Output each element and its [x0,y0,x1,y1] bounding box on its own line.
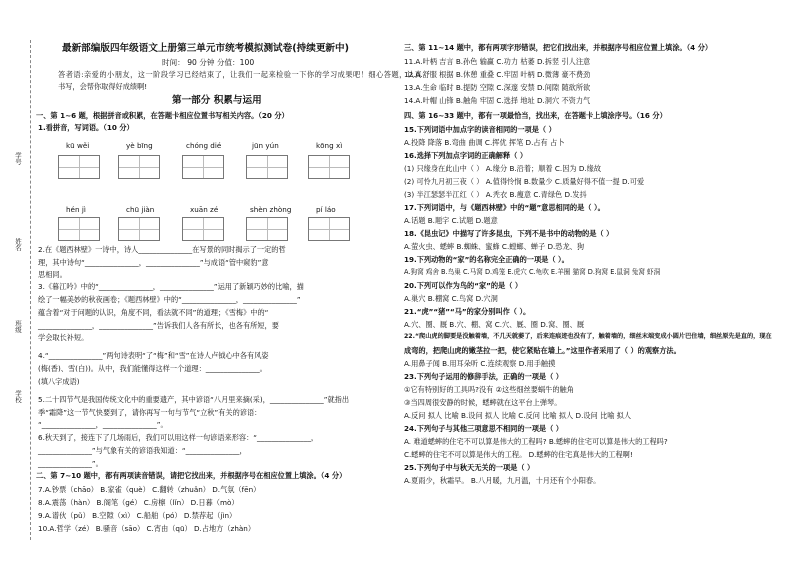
q2-item-9: 9.A.谱伙（pǔ） B.空隙（xì） C.船舶（pó） D.禁荐起（jìn） [38,511,237,520]
exam-meta: 时间： 90 分钟 分值：100 [162,58,255,67]
q4-line-27: 25.下列句子中与秋天无关的一项是（ ） [404,463,535,472]
left-line-7: _______________，_______________”告诉我们人各有所长，也各有所短，要 [38,321,279,330]
side-label-class: 班级 [14,320,22,333]
q4-line-25: A. 难道蟋蟀的住宅不可以算是伟大的工程吗? B.蟋蟀的住宅可以算是伟大的工程吗? [404,437,668,446]
left-line-11: (填八字成语) [38,377,80,386]
side-label-school: 学校 [14,390,22,403]
q3-item-11: 11.A.叶柄 吉言 B.孙色 输赢 C.功力 枯萎 D.拆竖 引人注意 [404,57,591,66]
q4-line-21: ①它有特别好的工具吗?没有 ②这些细丝要蜗牛的触角 [404,385,574,394]
left-line-16: _______________”与气象有关的谚语我知道：“_______________， [38,446,247,455]
q4-line-23: A.反问 拟人 比喻 B.设问 拟人 比喻 C.反问 比喻 拟人 D.设问 比喻 拟人 [404,411,632,420]
left-line-1: 2.在《题西林壁》一诗中，诗人_______________在写景的同时揭示了一定的哲 [38,245,286,254]
q4-line-16: A.穴、圈、厩 B.穴、棚、窝 C.穴、厩、圈 D.窝、圈、厩 [404,320,585,329]
binding-line [30,40,31,540]
side-label-name: 姓名 [14,238,22,251]
writing-box[interactable] [58,217,100,241]
pinyin-8: xuān zé [190,205,219,214]
q4-line-18: 成弯的，把爬山虎的嫩茎拉一把，使它紧贴在墙上。”这里作者采用了（ ）的观察方法。 [404,346,681,355]
pinyin-6: hén jì [66,205,86,214]
left-line-4: 3.《暮江吟》中的“_______________，_______________”运用了新颖巧妙的比喻，描 [38,282,304,291]
q4-line-14: A.巢穴 B.棚窝 C.鸟窝 D.穴洞 [404,294,498,303]
q4-line-26: C.蟋蟀的住宅不可以算是伟大的工程。 D.蟋蟀的住宅真是伟大的工程啊! [404,450,633,459]
q4-line-7: 17.下列词语中，与《题西林壁》中的“题”意思相同的是（ ）。 [404,203,605,212]
greeting-line-1: 答者语:亲爱的小朋友，这一阶段学习已经结束了，让我们一起来检验一下你的学习成果吧！细心答题，认真 [58,70,423,79]
left-line-3: 思相同。 [38,270,67,279]
writing-box[interactable] [182,217,224,241]
q2-heading: 二、第 7~10 题中，都有两项读音错误，请把它找出来，并根据序号在相应位置上填涂。（4 分） [36,471,347,480]
q4-line-10: A.萤火虫、蟋蟀 B.蜘蛛、蜜蜂 C.螳螂、蝉子 D.恐龙、狗 [404,242,585,251]
q4-line-12: A.狗窝 鸡舍 B.鸟巢 C.马窝 D.鸡笼 E.虎穴 C.龟吹 E.羊圈 猫窝 D.狗窝 E.鼠洞 兔窝 虾洞 [404,268,661,276]
q4-line-13: 20.下列可以作为鸟的“家”的是（ ） [404,281,523,290]
exam-title: 最新部编版四年级语文上册第三单元市统考模拟测试卷(持续更新中) [62,43,349,54]
q1-sub: 1.看拼音，写词语。（10 分） [38,123,134,132]
left-line-5: 绘了一幅美妙的秋夜画卷；《题西林壁》中的“_______________，_______________” [38,295,301,304]
q4-line-24: 24.下列句子与其他三项意思不相同的一项是（ ） [404,424,563,433]
q4-line-19: A.用鼻子闻 B.用耳朵听 C.连续观察 D.用手触摸 [404,359,556,368]
q4-heading: 四、第 16~33 题中，都有一项最恰当，找出来，在答题卡上填涂序号。（16 分） [404,111,667,120]
left-line-12: 5.二十四节气是我国传统文化中的重要遗产，其中谚语“八月里来摘(采)，_______________”就指出 [38,395,350,404]
q3-item-14: 14.A.叶帽 山锋 B.触角 牢固 C.选择 地址 D.洞穴 不资力气 [404,96,591,105]
pinyin-10: pí láo [316,205,336,214]
pinyin-7: chū jiàn [126,205,155,214]
pinyin-3: chóng dié [186,141,222,150]
left-line-6: 蕴含着“对于问题的认识，角度不同，看法就不同”的道理；《雪梅》中的“ [38,308,269,317]
pinyin-5: kōng xì [316,141,343,150]
q4-line-1: 15.下列词语中加点字的读音相同的一项是（ ） [404,125,556,134]
writing-box[interactable] [246,217,288,241]
side-label-student-id: 学号 [14,152,22,165]
q4-line-4: (1) 只缘身在此山中（ ） A.缘分 B.沿着；顺着 C.因为 D.缘故 [404,164,602,173]
pinyin-1: kū wěi [66,141,90,150]
q2-item-8: 8.A.震荡（hàn） B.阁笔（gé） C.房檩（lǐn） D.日暮（mò） [38,498,239,507]
left-line-8: 学会取长补短。 [38,333,89,342]
left-line-2: 理，其中诗句“_______________，_______________”与成语“管中窥豹”意 [38,258,269,267]
q4-line-3: 16.选择下列加点字词的正确解释（ ） [404,151,528,160]
q4-line-20: 23.下列句子运用的修辞手法，正确的一项是（ ） [404,372,563,381]
left-line-13: 季“霜降”这一节气快要到了，请你再写一句与节气“立秋”有关的谚语： [38,408,262,417]
writing-box[interactable] [58,155,100,179]
q1-heading: 一、第 1~6 题，根据拼音或积累，在答题卡相应位置书写相关内容。（20 分） [36,111,289,120]
q4-line-8: A.话题 B.题字 C.试题 D.题意 [404,216,498,225]
q4-line-6: (3) 半江瑟瑟半江红（ ） A.秃衣 B.瘦意 C.青绿色 D.发抖 [404,190,587,199]
left-line-15: 6.秋天到了，接连下了几场雨后，我们可以用这样一句谚语来形容：“_______________， [38,433,319,442]
pinyin-4: jūn yún [252,141,279,150]
pinyin-2: yè bīng [126,141,153,150]
writing-box[interactable] [246,155,288,179]
writing-box[interactable] [118,217,160,241]
q4-line-5: (2) 可怜九月初三夜（ ） A.值得怜悯 B.数量少 C.质量好得不值一提 D.可爱 [404,177,645,186]
q4-line-2: A.投降 降落 B.弯曲 曲调 C.挥优 挥笔 D.占有 占卜 [404,138,565,147]
writing-box[interactable] [308,155,350,179]
q2-item-10: 10.A.哲学（zé） B.骚音（sāo） C.宵由（qū） D.占地方（zhàn） [38,524,256,533]
q2-item-7: 7.A.钞票（chāo） B.家雀（què） C.翻转（zhuǎn） D.气氛（fēn） [38,485,261,494]
writing-box[interactable] [182,155,224,179]
q3-item-12: 12.A.舒服 根据 B.休憩 重叠 C.牢固 叶柄 D.微薄 豪不费劲 [404,70,591,79]
left-line-17: _______________”。 [38,459,103,468]
left-line-9: 4.“_______________”两句诗表明“了“梅”和“雪”在诗人卢钺心中各有风姿 [38,351,269,360]
q4-line-11: 19.下列动物的“家”的名称完全正确的一项是（ ）。 [404,255,569,264]
q4-line-28: A.夏雨少，秋霜早。 B.八月暖，九月温，十月还有个小阳春。 [404,476,601,485]
q3-item-13: 13.A.生命 临时 B.提防 空隙 C.深邃 安禁 D.间隙 随欲所欲 [404,83,591,92]
part1-heading: 第一部分 积累与运用 [172,95,262,106]
writing-box[interactable] [308,217,350,241]
q4-line-15: 21.“虎”“猪”“马”的家分别叫作（ ）。 [404,307,531,316]
pinyin-9: shèn zhòng [250,205,292,214]
q4-line-22: ③当四周很安静的时候，蟋蟀就在这平台上弹琴。 [404,398,562,407]
q3-heading: 三、第 11~14 题中，都有两项字形错误，把它们找出来，并根据序号相应位置上填涂。（4 分） [404,43,713,52]
left-line-14: “_______________，_______________”。 [38,420,168,429]
writing-box[interactable] [118,155,160,179]
q4-line-17: 22.“爬山虎的脚要是没触着墙，不几天就萎了，后来连痕迹也没有了，触着墙的，细丝末端变成小圆片巴住墙，细丝原先是直的，现在 [404,333,772,340]
q4-line-9: 18.《昆虫记》中描写了许多昆虫，下列不是书中的动物的是（ ） [404,229,614,238]
greeting-line-2: 书写，会帮你取得好成绩啊! [58,82,148,91]
left-line-10: (梅(香)、雪(白))。从中，我们能懂得这样一个道理：_______________。 [38,364,267,373]
